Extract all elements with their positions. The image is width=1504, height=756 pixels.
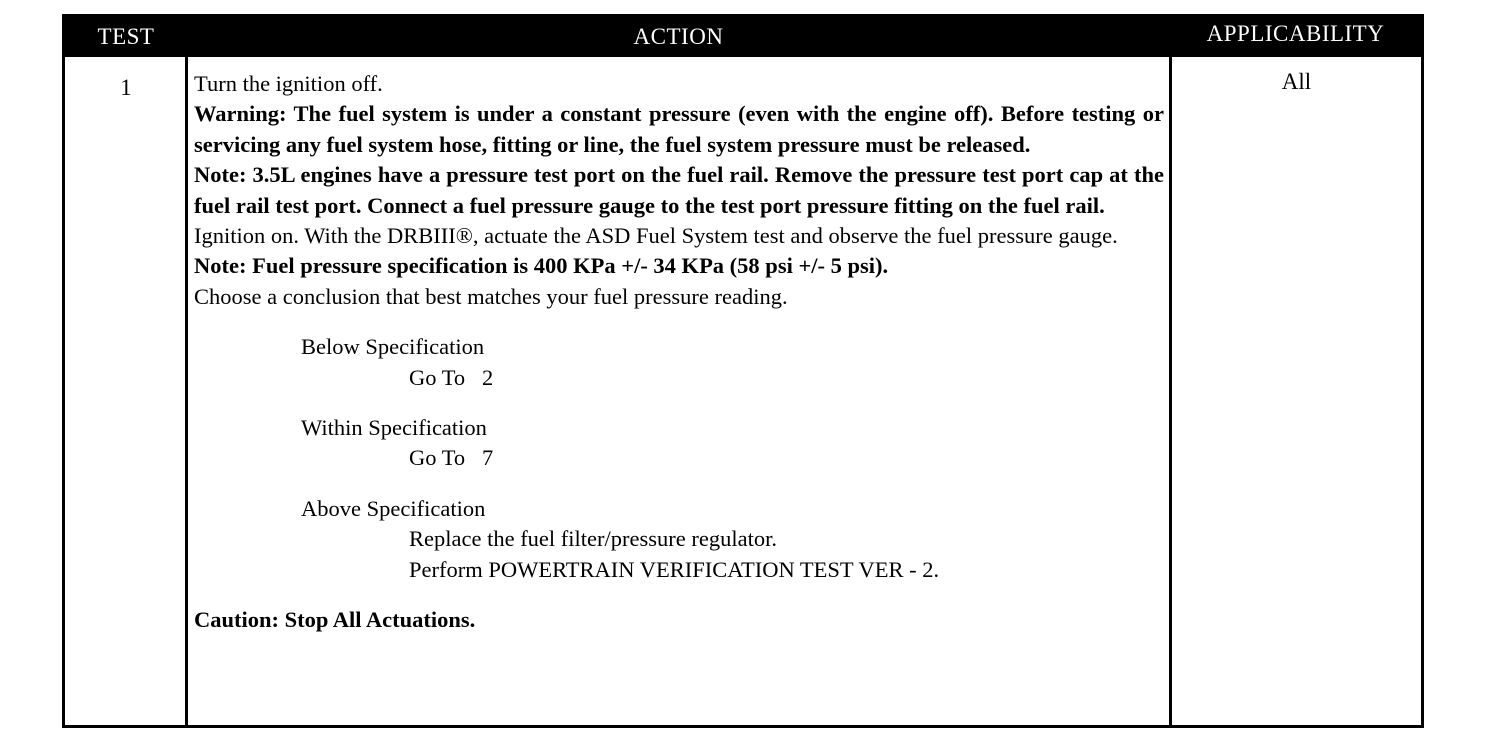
action-step-ignition-off: Turn the ignition off. xyxy=(194,71,383,96)
choose-conclusion-text: Choose a conclusion that best matches your fuel pressure reading. xyxy=(194,283,788,309)
conclusion-step: Perform POWERTRAIN VERIFICATION TEST VER - 2. xyxy=(409,556,940,582)
table-header xyxy=(65,17,1421,57)
conclusion-above xyxy=(194,494,1164,585)
conclusion-below xyxy=(194,332,1164,393)
applicability-value: All xyxy=(1281,69,1312,94)
action-cell xyxy=(194,69,1164,636)
conclusion-within xyxy=(194,413,1164,474)
header-applicability: APPLICABILITY xyxy=(1206,21,1385,46)
header-action: ACTION xyxy=(633,24,724,49)
conclusion-goto: Go To 7 xyxy=(409,445,494,471)
column-divider-applicability xyxy=(1169,17,1172,725)
column-divider-test xyxy=(185,17,188,725)
conclusion-label: Above Specification xyxy=(301,495,486,521)
caution-text: Caution: Stop All Actuations. xyxy=(194,607,476,633)
note-pressure-spec: Note: Fuel pressure specification is 400 KPa +/- 34 KPa (58 psi +/- 5 psi). xyxy=(194,253,889,279)
conclusion-label: Within Specification xyxy=(301,415,487,441)
diagnostic-table xyxy=(62,14,1424,728)
test-number: 1 xyxy=(120,75,132,100)
note-test-port: Note: 3.5L engines have a pressure test port on the fuel rail. Remove the pressure test port cap at the fuel rail test port. Connect a fuel pressure gauge to the test port pressure fitting on the fuel rail. xyxy=(194,162,1164,218)
conclusions-list xyxy=(194,332,1164,585)
action-step-instruction: Ignition on. With the DRBIII®, actuate the ASD Fuel System test and observe the fuel pressure gauge. xyxy=(194,223,1118,249)
conclusion-goto: Go To 2 xyxy=(409,364,494,390)
conclusion-label: Below Specification xyxy=(301,334,485,360)
conclusion-step: Replace the fuel filter/pressure regulator. xyxy=(409,526,777,552)
header-test: TEST xyxy=(97,24,155,49)
warning-text: Warning: The fuel system is under a constant pressure (even with the engine off). Before testing or servicing any fuel system hose, fitting or line, the fuel system pressure must be released. xyxy=(194,101,1164,157)
